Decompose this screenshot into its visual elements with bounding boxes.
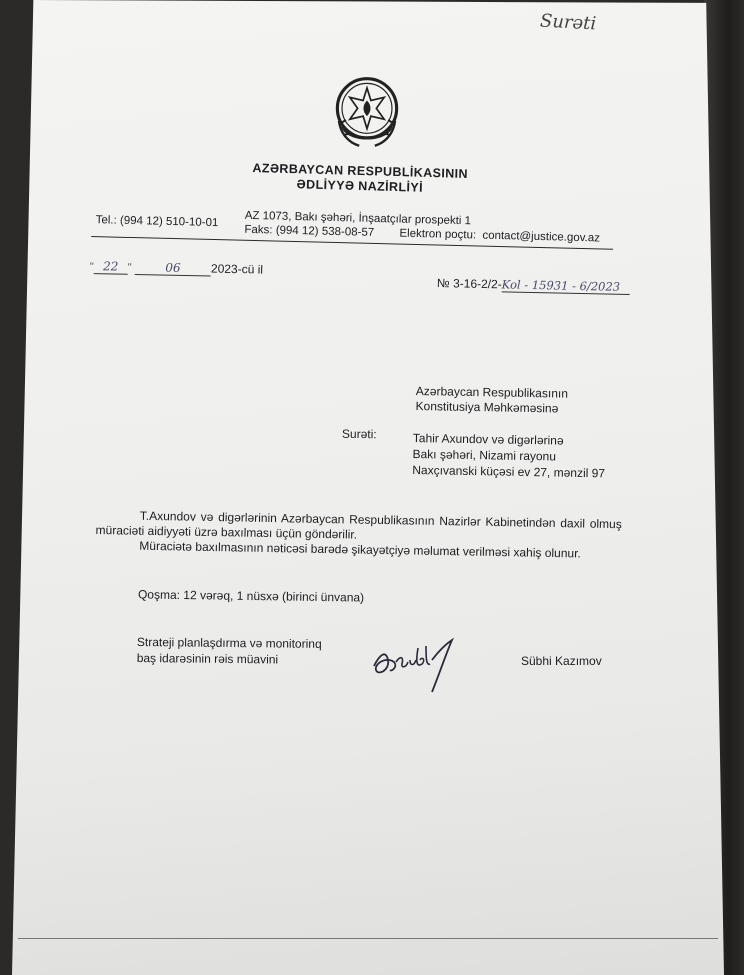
body-paragraph-1: T.Axundov və digərlərinin Azərbaycan Respublikasının Nazirlər Kabinetindən daxil olmuş müraciəti aidiyyəti üzrə baxılması üçün göndərilir. xyxy=(95,508,622,542)
copy-to-line1: Tahir Axundov və digərlərinə xyxy=(412,430,564,448)
state-emblem-icon xyxy=(328,74,406,152)
recipient-line2: Konstitusiya Məhkəməsinə xyxy=(415,398,559,416)
signatory-title-line1: Strateji planlaşdırma və monitorinq xyxy=(136,634,322,651)
phone-text: Tel.: (994 12) 510-10-01 xyxy=(95,214,219,230)
fax-text: Faks: (994 12) 538-08-57 xyxy=(244,223,375,239)
address-text: AZ 1073, Bakı şəhəri, İnşaatçılar prospekti 1 xyxy=(244,209,472,228)
handwritten-signature xyxy=(366,626,466,696)
footer-divider xyxy=(18,938,718,939)
letter-body xyxy=(95,508,622,562)
ministry-title-line2: ƏDLİYYƏ NAZİRLİYİ xyxy=(296,177,424,195)
copy-to-block xyxy=(412,430,606,481)
date-year: 2023-cü il xyxy=(210,261,264,277)
contact-block xyxy=(89,206,630,263)
signatory-title xyxy=(137,634,322,668)
recipient-line1: Azərbaycan Respublikasının xyxy=(415,384,569,401)
attachment-note: Qoşma: 12 vərəq, 1 nüsxə (birinci ünvana) xyxy=(137,587,365,605)
signatory-name: Sübhi Kazımov xyxy=(521,654,602,668)
date-close-quote: " xyxy=(127,261,132,274)
copy-to-line2: Bakı şəhəri, Nizami rayonu xyxy=(412,446,557,464)
registration-prefix: № 3-16-2/2- xyxy=(436,276,502,292)
recipient-block xyxy=(415,384,568,417)
email-text: contact@justice.gov.az xyxy=(482,229,601,245)
copy-to-line3: Naxçıvanski küçəsi ev 27, mənzil 97 xyxy=(412,462,606,481)
letter-date xyxy=(90,259,263,278)
registration-number xyxy=(437,276,630,295)
handwritten-corner-note: Surəti xyxy=(539,10,597,35)
date-month: 06 xyxy=(135,260,211,277)
date-day: 22 xyxy=(94,259,128,275)
date-open-quote: " xyxy=(89,260,94,274)
registration-handwritten: Kol - 15931 - 6/2023 xyxy=(502,277,630,295)
copy-to-label: Surəti: xyxy=(341,426,377,442)
email-label: Elektron poçtu: xyxy=(399,227,477,242)
ministry-title-line1: AZƏRBAYCAN RESPUBLİKASININ xyxy=(252,160,469,182)
signatory-title-line2: baş idarəsinin rəis müavini xyxy=(136,650,279,667)
ministry-title xyxy=(210,160,511,198)
body-paragraph-2: Müraciətə baxılmasının nəticəsi barədə şikayətçiyə məlumat verilməsi xahiş olunur. xyxy=(139,538,581,561)
